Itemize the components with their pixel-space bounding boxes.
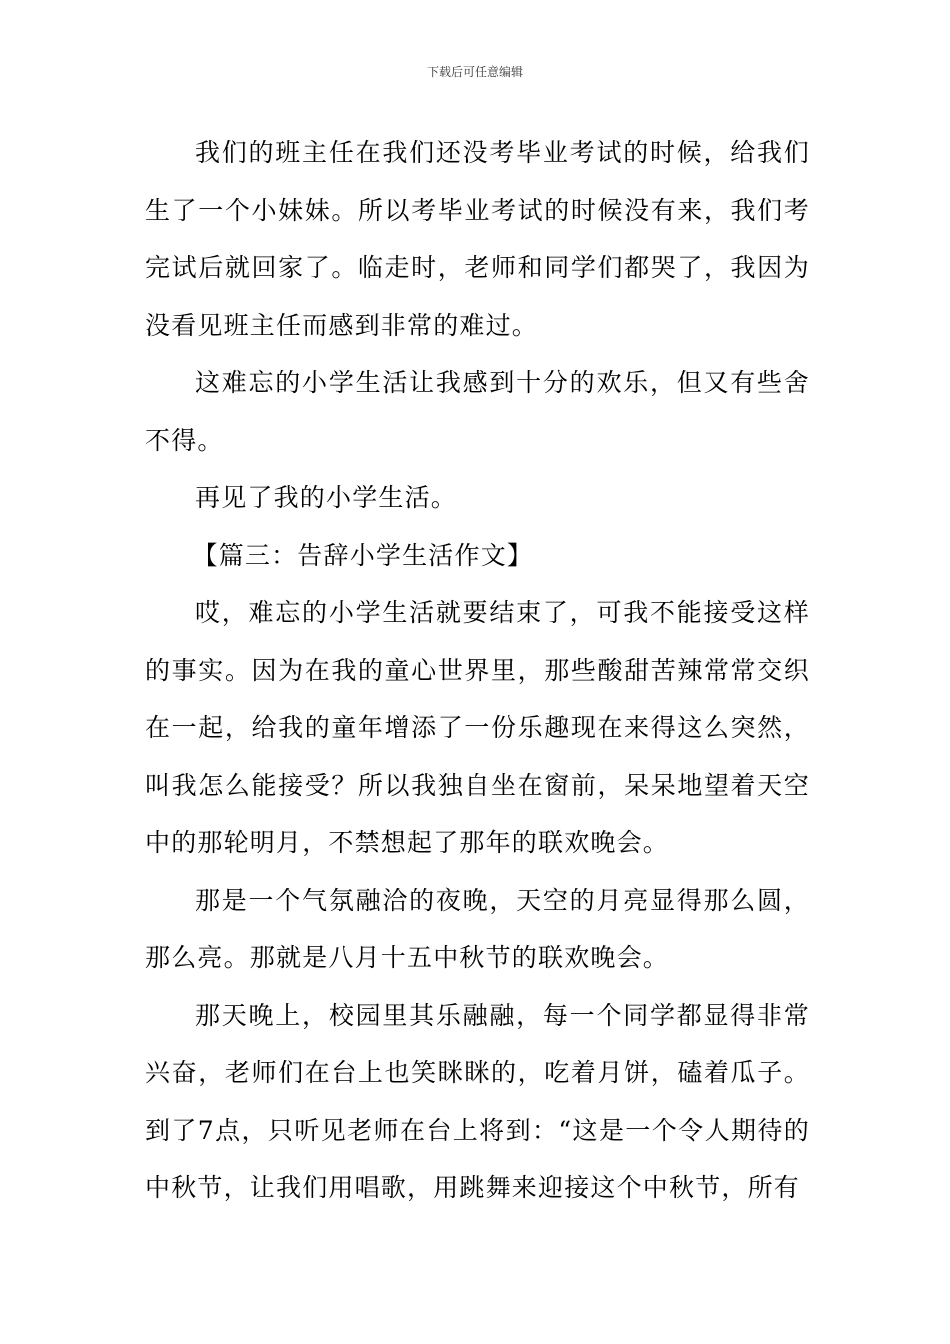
paragraph: 再见了我的小学生活。: [195, 483, 458, 512]
paragraph: 这难忘的小学生活让我感到十分的欢乐，但又有些舍不得。: [145, 368, 810, 455]
paragraph: 那天晚上，校园里其乐融融，每一个同学都显得非常兴奋，老师们在台上也笑眯眯的，吃着月饼，磕着瓜子。到了7点，只听见老师在台上将到：“这是一个令人期待的中秋节，让我们用唱歌，用跳舞来迎接这个中秋节，所有: [145, 1000, 810, 1202]
page-header-note: 下载后可任意编辑: [426, 65, 523, 79]
document-body: [145, 124, 810, 1217]
paragraph: 哎，难忘的小学生活就要结束了，可我不能接受这样的事实。因为在我的童心世界里，那些酸甜苦辣常常交织在一起，给我的童年增添了一份乐趣现在来得这么突然，叫我怎么能接受？所以我独自坐在窗前，呆呆地望着天空中的那轮明月，不禁想起了那年的联欢晚会。: [145, 598, 810, 857]
paragraph: 我们的班主任在我们还没考毕业考试的时候，给我们生了一个小妹妹。所以考毕业考试的时候没有来，我们考完试后就回家了。临走时，老师和同学们都哭了，我因为没看见班主任而感到非常的难过。: [145, 138, 810, 340]
section-heading: 【篇三：告辞小学生活作文】: [192, 540, 534, 570]
paragraph: 那是一个气氛融洽的夜晚，天空的月亮显得那么圆，那么亮。那就是八月十五中秋节的联欢晚会。: [145, 885, 810, 972]
